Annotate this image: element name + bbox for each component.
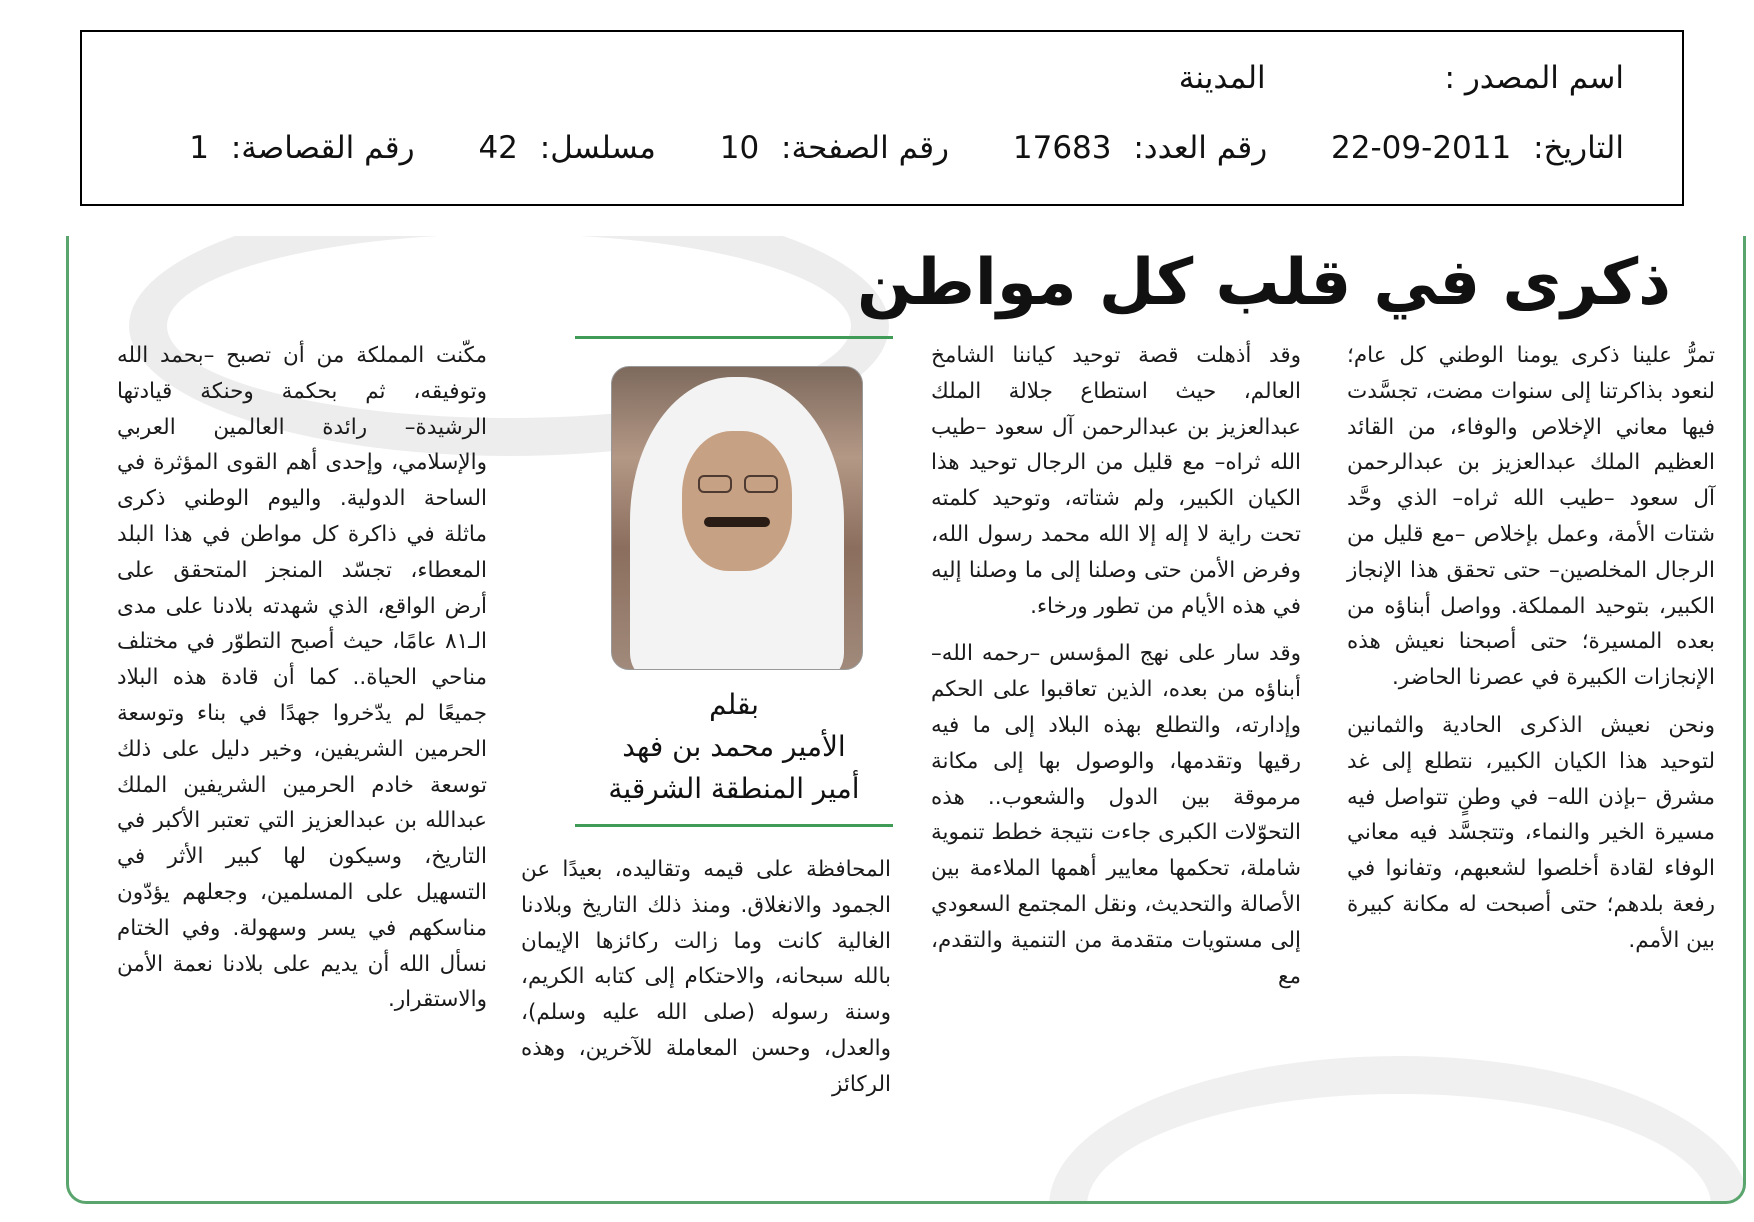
- column-1-paragraph-2: ونحن نعيش الذكرى الحادية والثمانين لتوحيد هذا الكيان الكبير، نتطلع إلى غد مشرق –بإذن الله– في وطنٍ تتواصل فيه مسيرة الخير والنماء، وتتجسَّد فيه معاني الوفاء لقادة أخلصوا لشعبهم، وتفانوا في رفعة بلدهم؛ حتى أصبحت له مكانة كبيرة بين الأمم.: [1347, 712, 1715, 953]
- mustache-shape: [704, 517, 770, 527]
- author-photo: [611, 366, 863, 670]
- page-value: 10: [719, 130, 760, 166]
- metadata-row-source: [1125, 60, 1624, 96]
- column-1-paragraph-1: تمرُّ علينا ذكرى يومنا الوطني كل عام؛ لنعود بذاكرتنا إلى سنوات مضت، تجسَّدت فيها معاني الإخلاص والوفاء، من القائد العظيم الملك عبدالعزيز بن عبدالرحمن آل سعود –طيب الله ثراه– الذي وحَّد شتات الأمة، وعمل بإخلاص –مع قليل من الرجال المخلصين– حتى تحقق هذا الإنجاز الكبير، بتوحيد المملكة. وواصل أبناؤه من بعده المسيرة؛ حتى أصبحنا نعيش هذه الإنجازات الكبيرة في عصرنا الحاضر.: [1347, 343, 1715, 691]
- watermark-ring-bottom: [1049, 1056, 1746, 1204]
- column-2-paragraph-1: وقد أذهلت قصة توحيد كياننا الشامخ العالم، حيث استطاع جلالة الملك عبدالعزيز بن عبدالرحمن آل سعود –طيب الله ثراه– مع قليل من الرجال توحيد هذا الكيان الكبير، ولم شتاته، وتوحيد كلمته تحت راية لا إله إلا الله محمد رسول الله، وفرض الأمن حتى وصلنا إلى ما وصلنا إليه في هذه الأيام من تطور ورخاء.: [931, 343, 1301, 619]
- metadata-row-details: [135, 130, 1624, 166]
- author-block: [575, 336, 893, 836]
- article-column-3: [521, 852, 891, 1103]
- issue-label: رقم العدد:: [1133, 130, 1268, 166]
- face-shape: [682, 431, 792, 571]
- article-column-2: [931, 338, 1301, 994]
- article-column-1: [1347, 338, 1715, 959]
- byline-author-name: الأمير محمد بن فهد: [622, 730, 846, 763]
- top-green-rule: [575, 336, 893, 339]
- article-headline: ذكرى في قلب كل مواطن: [857, 246, 1671, 320]
- clip-label: رقم القصاصة:: [230, 130, 415, 166]
- date-value: 2011-09-22: [1331, 130, 1512, 166]
- serial-value: 42: [478, 130, 518, 166]
- page-field: [720, 130, 949, 166]
- source-label: اسم المصدر :: [1444, 60, 1624, 96]
- bottom-green-rule: [575, 824, 893, 827]
- clipping-metadata-box: [80, 30, 1684, 206]
- issue-field: [1013, 130, 1267, 166]
- glasses-left-shape: [698, 475, 732, 493]
- issue-value: 17683: [1012, 130, 1112, 166]
- byline-author-title: أمير المنطقة الشرقية: [608, 772, 860, 805]
- column-4-paragraph-1: مكّنت المملكة من أن تصبح –بحمد الله وتوفيقه، ثم بحكمة وحنكة قيادتها الرشيدة– رائدة العالمين العربي والإسلامي، وإحدى أهم القوى المؤثرة في الساحة الدولية. واليوم الوطني ذكرى ماثلة في ذاكرة كل مواطن في هذا البلد المعطاء، تجسّد المنجز المتحقق على أرض الواقع، الذي شهدته بلادنا على مدى الـ٨١ عامًا، حيث أصبح التطوّر في مختلف مناحي الحياة.. كما أن قادة هذه البلاد جميعًا لم يدّخروا جهدًا في بناء وتوسعة الحرمين الشريفين، وخير دليل على ذلك توسعة خادم الحرمين الشريفين الملك عبدالله بن عبدالعزيز التي تعتبر الأكبر في التاريخ، وسيكون لها كبير الأثر في التسهيل على المسلمين، وجعلهم يؤدّون مناسكهم في يسر وسهولة. وفي الختام نسأل الله أن يديم على بلادنا نعمة الأمن والاستقرار.: [117, 343, 487, 1013]
- article-clipping: [66, 236, 1746, 1204]
- serial-field: [478, 130, 655, 166]
- article-column-4: [117, 338, 487, 1018]
- glasses-right-shape: [744, 475, 778, 493]
- serial-label: مسلسل:: [539, 130, 656, 166]
- date-label: التاريخ:: [1533, 130, 1624, 166]
- byline-by: بقلم: [709, 688, 759, 721]
- clip-field: [189, 130, 414, 166]
- date-field: [1331, 130, 1624, 166]
- column-2-paragraph-2: وقد سار على نهج المؤسس –رحمه الله– أبناؤه من بعده، الذين تعاقبوا على الحكم وإدارته، والتطلع بهذه البلاد إلى ما فيه رقيها وتقدمها، والوصول بها إلى مكانة مرموقة بين الدول والشعوب.. هذه التحوّلات الكبرى جاءت نتيجة خطط تنموية شاملة، تحكمها معايير أهمها الملاءمة بين الأصالة والتحديث، ونقل المجتمع السعودي إلى مستويات متقدمة من التنمية والتقدم، مع: [931, 641, 1301, 989]
- source-value: المدينة: [1178, 60, 1266, 96]
- page-label: رقم الصفحة:: [781, 130, 950, 166]
- clip-value: 1: [189, 130, 209, 166]
- column-3-paragraph-1: المحافظة على قيمه وتقاليده، بعيدًا عن الجمود والانغلاق. ومنذ ذلك التاريخ وبلادنا الغالية كانت وما زالت ركائزها الإيمان بالله سبحانه، والاحتكام إلى كتابه الكريم، وسنة رسوله (صلى الله عليه وسلم)، والعدل، وحسن المعاملة للآخرين، وهذه الركائز: [521, 857, 891, 1097]
